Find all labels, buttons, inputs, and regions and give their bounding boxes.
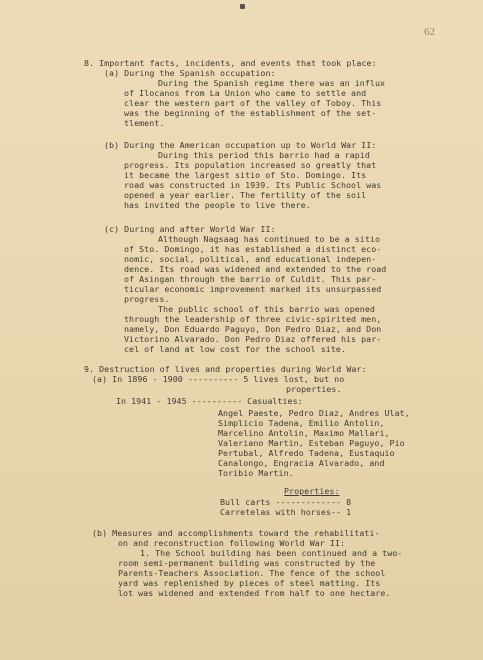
text-line: The public school of this barrio was opened	[158, 304, 375, 314]
properties-heading: Properties:	[284, 486, 340, 496]
text-line: During the Spanish regime there was an influx	[158, 78, 386, 88]
section-8-heading: 8. Important facts, incidents, and events that took place:	[84, 58, 377, 68]
text-line: In 1941 - 1945 ---------- Casualties:	[116, 396, 303, 406]
text-line: During this period this barrio had a rapid	[158, 150, 370, 160]
text-line: yard was replenished by pieces of steel matting. Its	[118, 578, 381, 588]
text-line: was the beginning of the establishment of the set-	[124, 108, 377, 118]
casualty-line: Angel Paeste, Pedro Diaz, Andres Ulat,	[218, 408, 410, 418]
subheading-8b: (b) During the American occupation up to World War II:	[104, 140, 377, 150]
text-line: room semi-permanent building was constructed by the	[118, 558, 376, 568]
text-line: of Ilocanos from La Union who came to settle and	[124, 88, 367, 98]
casualty-line: Toribio Martin.	[218, 468, 294, 478]
text-line: cel of land at low cost for the school site.	[124, 344, 346, 354]
subheading-9b: (b) Measures and accomplishments toward the rehabilitati-	[92, 528, 380, 538]
text-line: tlement.	[124, 118, 165, 128]
text-line: on and reconstruction following World War II:	[118, 538, 346, 548]
subheading-8a: (a) During the Spanish occupation:	[104, 68, 276, 78]
text-line: (a) In 1896 - 1900 ---------- 5 lives lost, but no	[92, 374, 345, 384]
casualty-line: Valeriano Martin, Esteban Paguyo, Pio	[218, 438, 405, 448]
text-line: Parents-Teachers Association. The fence of the school	[118, 568, 386, 578]
property-line: Carretelas with horses-- 1	[220, 507, 352, 517]
text-line: clear the western part of the valley of Toboy. This	[124, 98, 382, 108]
text-line: Victorino Alvarado. Don Pedro Diaz offered his par-	[124, 334, 382, 344]
casualty-line: Canalongo, Engracia Alvarado, and	[218, 458, 385, 468]
text-line: lot was widened and extended from half to one hectare.	[118, 588, 391, 598]
text-line: opened a year earlier. The fertility of the soil	[124, 190, 367, 200]
property-line: Bull carts ------------- 8	[220, 497, 352, 507]
text-line: Although Nagsaag has continued to be a sitio	[158, 234, 380, 244]
text-line: dence. Its road was widened and extended to the road	[124, 264, 387, 274]
casualty-line: Pertubal, Alfredo Tadena, Eustaquio	[218, 448, 395, 458]
text-line: progress. Its population increased so greatly that	[124, 160, 377, 170]
text-line: nomic, social, political, and educational indepen-	[124, 254, 377, 264]
text-line: it became the largest sitio of Sto. Domingo. Its	[124, 170, 367, 180]
text-line: ticular economic improvement marked its unsurpassed	[124, 284, 382, 294]
subheading-8c: (c) During and after World War II:	[104, 224, 276, 234]
binding-hole	[240, 4, 245, 9]
text-line: namely, Don Eduardo Paguyo, Don Pedro Diaz, and Don	[124, 324, 382, 334]
text-line: has invited the people to live there.	[124, 200, 311, 210]
casualty-line: Simplicio Tadena, Emilio Antolin,	[218, 418, 385, 428]
text-line: of Sto. Domingo, it has established a distinct eco-	[124, 244, 382, 254]
text-line: road was constructed in 1939. Its Public School was	[124, 180, 382, 190]
casualty-line: Marcelino Antolin, Maximo Mallari,	[218, 428, 390, 438]
section-9-heading: 9. Destruction of lives and properties during World War:	[84, 364, 367, 374]
page-number: 62	[424, 26, 435, 38]
text-line: properties.	[286, 384, 342, 394]
text-line: progress.	[124, 294, 170, 304]
text-line: of Asingan through the barrio of Culdit. This par-	[124, 274, 377, 284]
text-line: through the leadership of three civic-spirited men,	[124, 314, 382, 324]
text-line: 1. The School building has been continued and a two-	[140, 548, 403, 558]
